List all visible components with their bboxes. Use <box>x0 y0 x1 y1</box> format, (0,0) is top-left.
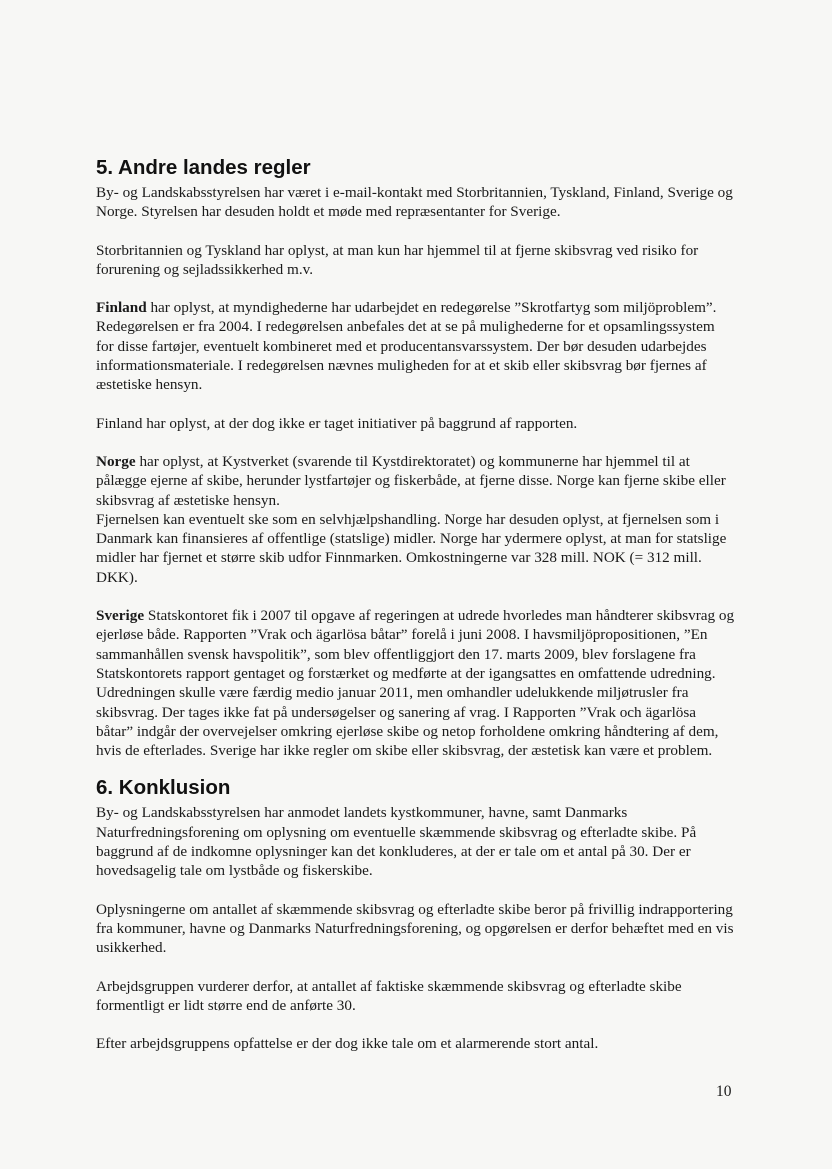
paragraph-text: Statskontoret fik i 2007 til opgave af regeringen at udrede hvorledes man håndterer skibsvrag og ejerløse både. Rapporten ”Vrak och ägarlösa båtar” forelå i juni 2008. I havsmiljöpropositionen, ”En sammanhållen svensk havspolitik”, som blev offentliggjort den 17. marts 2009, blev forslagene fra Statskontorets rapport gentaget og forstærket og medførte at der igangsattes en omfattende udredning. Udredningen skulle være færdig medio januar 2011, men omhandler udelukkende miljøtrusler fra skibsvrag. Der tages ikke fat på undersøgelser og sanering af vrag. I Rapporten ”Vrak och ägarlösa båtar” indgår der overvejelser omkring ejerløse skibe og netop forholdene omkring håndtering af dem, hvis de efterlades. Sverige har ikke regler om skibe eller skibsvrag, der æstetisk kan være et problem. <box>96 607 735 760</box>
paragraph: Arbejdsgruppen vurderer derfor, at antallet af faktiske skæmmende skibsvrag og efterladte skibe formentligt er lidt større end de anførte 30. <box>96 977 682 1014</box>
paragraph-finland <box>96 298 736 394</box>
paragraph: Oplysningerne om antallet af skæmmende skibsvrag og efterladte skibe beror på frivillig indrapportering fra kommuner, havne og Danmarks Naturfredningsforening, og opgørelsen er derfor behæftet med en vis usikkerhed. <box>96 900 734 957</box>
country-label-sweden: Sverige <box>96 607 145 625</box>
paragraph: Fjernelsen kan eventuelt ske som en selvhjælpshandling. Norge har desuden oplyst, at fjernelsen som i Danmark kan finansieres af offentlige (statslige) midler. Norge har ydermere oplyst, at man for statslige midler har fjernet et større skib udfor Finnmarken. Omkostningerne var 328 mill. NOK (= 312 mill. DKK). <box>96 510 727 586</box>
paragraph-norway <box>96 452 736 510</box>
paragraph-text: har oplyst, at Kystverket (svarende til Kystdirektoratet) og kommunerne har hjemmel til at pålægge ejerne af skibe, herunder lystfartøjer og fiskerbåde, at fjerne disse. Norge kan fjerne skibe eller skibsvrag af æstetiske hensyn. <box>96 452 726 509</box>
paragraph: By- og Landskabsstyrelsen har anmodet landets kystkommuner, havne, samt Danmarks Naturfredningsforening om oplysning om eventuelle skæmmende skibsvrag og efterladte skibe. På baggrund af de indkomne oplysninger kan det konkluderes, at der er tale om et antal på 30. Der er hovedsagelig tale om lystbåde og fiskerskibe. <box>96 804 697 880</box>
document-body <box>96 156 736 1053</box>
country-label-finland: Finland <box>96 299 147 317</box>
paragraph: Finland har oplyst, at der dog ikke er taget initiativer på baggrund af rapporten. <box>96 414 578 432</box>
paragraph: Storbritannien og Tyskland har oplyst, at man kun har hjemmel til at fjerne skibsvrag ved risiko for forurening og sejladssikkerhed m.v. <box>96 241 699 278</box>
section-heading-other-countries: 5. Andre landes regler <box>96 156 311 179</box>
paragraph: By- og Landskabsstyrelsen har været i e-mail-kontakt med Storbritannien, Tyskland, Finland, Sverige og Norge. Styrelsen har desuden holdt et møde med repræsentanter for Sverige. <box>96 184 733 221</box>
country-label-norway: Norge <box>96 452 136 470</box>
page-number: 10 <box>716 1083 732 1100</box>
paragraph-sweden <box>96 606 736 760</box>
paragraph: Efter arbejdsgruppens opfattelse er der dog ikke tale om et alarmerende stort antal. <box>96 1035 599 1053</box>
paragraph-text: har oplyst, at myndighederne har udarbejdet en redegørelse ”Skrotfartyg som miljöproblem”. Redegørelsen er fra 2004. I redegørelsen anbefales det at se på mulighederne for et opsamlingssystem for disse fartøjer, eventuelt kombineret med et producentansvarssystem. Der bør desuden udarbejdes informationsmateriale. I redegørelsen nævnes muligheden for at et skib eller skibsvrag bør fjernes af æstetiske hensyn. <box>96 299 717 394</box>
section-heading-conclusion: 6. Konklusion <box>96 776 231 800</box>
